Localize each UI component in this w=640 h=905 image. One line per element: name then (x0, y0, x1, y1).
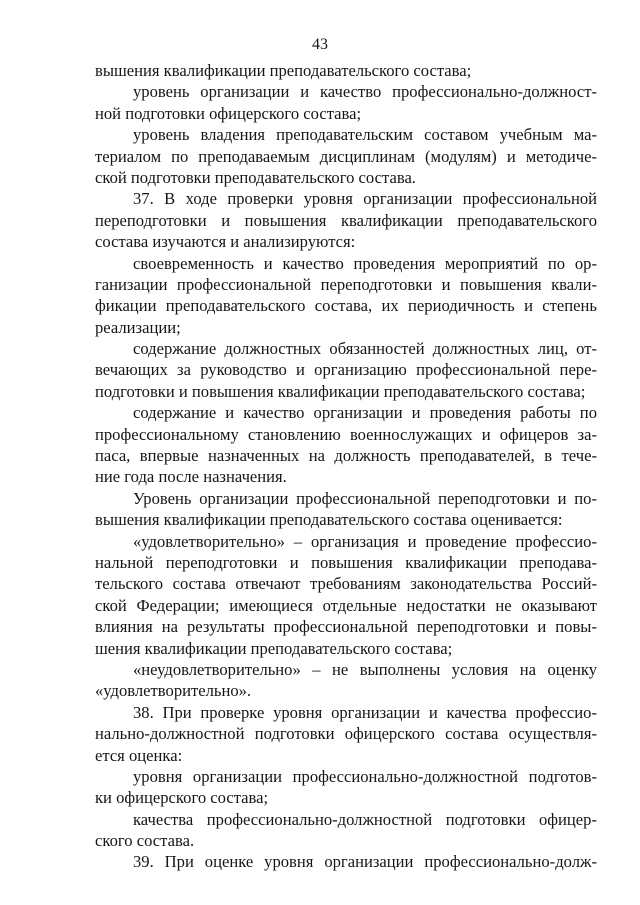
text-line: паса, впервые назначенных на должность преподавателей, в тече- (95, 446, 597, 466)
text-line: подготовки и повышения квалификации преподавательского состава; (95, 381, 586, 401)
text-line: ной подготовки офицерского состава; (95, 103, 362, 123)
text-line: фикации преподавательского состава, их периодичность и степень (95, 296, 597, 316)
text-line: ской подготовки преподавательского состава. (95, 167, 416, 187)
text-line: содержание и качество организации и проведения работы по (133, 403, 597, 423)
text-line: «удовлетворительно» – организация и проведение профессио- (133, 531, 597, 551)
text-line: ского состава. (95, 831, 195, 851)
text-line: териалом по преподаваемым дисциплинам (модулям) и методиче- (95, 146, 597, 166)
text-line: своевременность и качество проведения мероприятий по ор- (133, 253, 597, 273)
text-line: ганизации профессиональной переподготовки и повышения квали- (95, 274, 597, 294)
text-line: тельского состава отвечают требованиям законодательства Россий- (95, 574, 597, 594)
text-line: содержание должностных обязанностей должностных лиц, от- (133, 339, 597, 359)
text-line: переподготовки и повышения квалификации преподавательского (95, 210, 597, 230)
text-line: «удовлетворительно». (95, 681, 252, 701)
text-line: 39. При оценке уровня организации профессионально-долж- (133, 852, 597, 872)
text-line: нальной переподготовки и повышения квалификации преподава- (95, 552, 597, 572)
text-line: уровень владения преподавательским составом учебным ма- (133, 125, 597, 145)
text-line: профессиональному становлению военнослужащих и офицеров за- (95, 424, 597, 444)
text-line: «неудовлетворительно» – не выполнены условия на оценку (133, 659, 597, 679)
text-line: влияния на результаты профессиональной переподготовки и повы- (95, 617, 597, 637)
text-line: 38. При проверке уровня организации и качества профессио- (133, 702, 597, 722)
text-line: ние года после назначения. (95, 467, 287, 487)
text-line: качества профессионально-должностной подготовки офицер- (133, 809, 597, 829)
text-line: нально-должностной подготовки офицерского состава осуществля- (95, 724, 597, 744)
text-line: шения квалификации преподавательского состава; (95, 638, 453, 658)
text-line: уровня организации профессионально-должностной подготов- (133, 766, 597, 786)
text-line: Уровень организации профессиональной переподготовки и по- (133, 488, 597, 508)
body-text (95, 60, 597, 873)
text-line: реализации; (95, 317, 181, 337)
text-line: 37. В ходе проверки уровня организации профессиональной (133, 189, 597, 209)
text-line: ется оценка: (95, 745, 183, 765)
text-line: вечающих за руководство и организацию профессиональной пере- (95, 360, 597, 380)
text-line: состава изучаются и анализируются: (95, 232, 356, 252)
text-line: вышения квалификации преподавательского состава; (95, 61, 472, 80)
text-line: вышения квалификации преподавательского состава оценивается: (95, 510, 563, 530)
text-line: ки офицерского состава; (95, 788, 269, 808)
text-line: уровень организации и качество профессионально-должност- (133, 82, 597, 102)
text-line: ской Федерации; имеющиеся отдельные недостатки не оказывают (95, 595, 597, 615)
page-number: 43 (312, 36, 328, 53)
